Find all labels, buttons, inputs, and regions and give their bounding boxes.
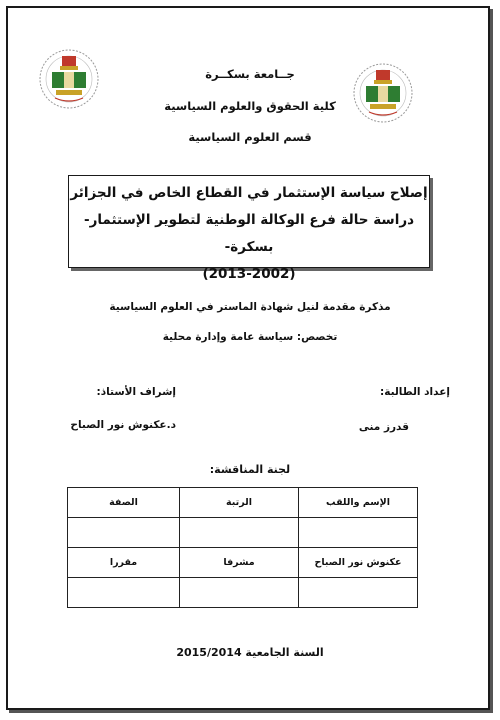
student-name: قدرز منى	[358, 421, 409, 433]
university-name: جــامعة بسكــرة	[205, 67, 295, 81]
academic-year: السنة الجامعية 2015/2014	[176, 646, 324, 659]
thesis-title-line-1: إصلاح سياسة الإستثمار في القطاع الخاص في الجزائر	[70, 185, 428, 201]
table-cell	[299, 518, 418, 548]
table-cell	[68, 518, 180, 548]
committee-table	[67, 487, 418, 608]
column-header-name: الإسم واللقب	[299, 488, 418, 518]
table-header-row	[68, 488, 418, 518]
prepared-by-label: إعداد الطالبة:	[380, 386, 450, 398]
column-header-role: الصفة	[68, 488, 180, 518]
department-name: قسم العلوم السياسية	[188, 130, 312, 144]
thesis-title-years: (2013-2002)	[202, 266, 296, 282]
table-row	[68, 518, 418, 548]
thesis-title-box	[68, 175, 430, 282]
table-cell: مشرفا	[180, 548, 299, 578]
table-cell	[180, 518, 299, 548]
table-row	[68, 578, 418, 608]
faculty-name: كلية الحقوق والعلوم السياسية	[164, 99, 336, 113]
table-cell	[180, 578, 299, 608]
thesis-note: مذكرة مقدمة لنيل شهادة الماستر في العلوم السياسية	[109, 301, 391, 313]
specialization: تخصص: سياسة عامة وإدارة محلية	[162, 331, 338, 343]
table-cell	[299, 578, 418, 608]
thesis-title-line-2: دراسة حالة فرع الوكالة الوطنية لتطوير الإستثمار- بسكرة-	[83, 212, 415, 255]
committee-heading: لجنة المناقشة:	[209, 463, 291, 476]
supervised-by-label: إشراف الأستاذ:	[96, 386, 176, 398]
table-row	[68, 548, 418, 578]
table-cell: عكنوش نور الصباح	[299, 548, 418, 578]
column-header-rank: الرتبة	[180, 488, 299, 518]
table-cell: مقررا	[68, 548, 180, 578]
table-cell	[68, 578, 180, 608]
supervisor-name: د.عكنوش نور الصباح	[70, 419, 176, 431]
